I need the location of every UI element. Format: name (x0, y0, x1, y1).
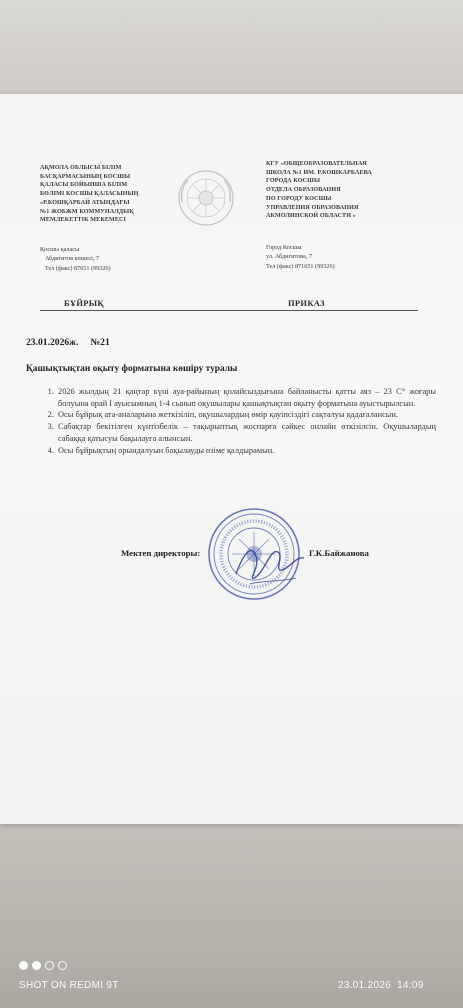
header-right-line: КГУ «ОБЩЕОБРАЗОВАТЕЛЬНАЯ (266, 161, 367, 167)
address-left-street: Абдигитов көшесі, 7 (45, 255, 100, 263)
address-left-phone: Тел (факс) 87651 (99326) (45, 264, 111, 272)
dot-filled-icon (32, 961, 41, 970)
dot-hollow-icon (58, 961, 67, 970)
timestamp-watermark (338, 980, 424, 991)
header-right-line: ШКОЛА №1 ИМ. Р.КОШКАРБАЕВА (266, 169, 372, 176)
document-paper (0, 94, 463, 824)
address-right (266, 243, 406, 271)
doc-type-russian: ПРИКАЗ (288, 298, 325, 308)
header-left-line: «Р.КОШҚАРБАЙ АТЫНДАҒЫ (40, 199, 130, 206)
header-right-line: УПРАВЛЕНИЯ ОБРАЗОВАНИЯ (266, 204, 359, 211)
state-emblem-icon (176, 168, 236, 228)
doc-type-kazakh: БҰЙРЫҚ (64, 298, 104, 308)
header-left-line: №1 ЖОБЖМ КОММУНАЛДЫҚ (40, 208, 134, 215)
signature-name: Г.К.Байжанова (309, 548, 369, 558)
wall-background-top (0, 0, 463, 96)
header-divider (40, 310, 418, 311)
address-right-street: ул. Абдигитова, 7 (266, 253, 312, 261)
header-right-line: ГОРОДА КОСШЫ (266, 178, 321, 185)
header-left-line: ҚАЛАСЫ БОЙЫНША БІЛІМ (40, 182, 128, 189)
address-right-city: Город Косшы (266, 244, 302, 251)
handwritten-signature (230, 534, 310, 590)
order-item: 3. Сабақтар бекітілген күнтізбелік – тақырыптық жоспарға сәйкес онлайн өткізілсін. Оқушылардың сабаққа қатысуы бақылауға алынсын. (56, 421, 436, 444)
document-date: 23.01.2026ж. (26, 337, 79, 348)
header-left-line: БАСҚАРМАСЫНЫҢ КОСШЫ (40, 173, 131, 180)
dot-hollow-icon (45, 961, 54, 970)
header-right-organization (266, 160, 406, 221)
header-right-line: ПО ГОРОДУ КОСШЫ (266, 195, 332, 202)
address-left-city: Қосшы қаласы (40, 246, 80, 253)
order-items-list (42, 386, 436, 456)
order-item: 1. 2026 жылдың 21 қаңтар күні ауа-райының қолайсыздығына байланысты қатты аяз – 23 С° жоғары болуына орай І ауысымның 1-4 сынып оқушылары қашықтықтан оқыту форматына ауыстырылсын. (56, 386, 436, 409)
header-right-line: АКМОЛИНСКОЙ ОБЛАСТИ » (266, 213, 356, 220)
address-right-phone: Тел (факс) 871651 (99326) (266, 262, 335, 270)
document-number: №21 (90, 337, 110, 348)
camera-mode-dots-icon (19, 961, 67, 970)
address-left (40, 245, 170, 273)
signature-title: Мектеп директоры: (121, 548, 201, 558)
header-left-line: МЕМЛЕКЕТТІК МЕКЕМЕСІ (40, 217, 126, 224)
watermark-time: 14:09 (397, 980, 424, 991)
order-item: 2. Осы бұйрық ата-аналарына жеткізіліп, оқушылардың өмір қауіпсіздігі сақталуы қадағалансын. (56, 409, 436, 421)
document-number-line (26, 337, 110, 348)
order-item: 4. Осы бұйрықтың орындалуын бақылауды өзіме қалдырамын. (56, 445, 436, 457)
camera-watermark: SHOT ON REDMI 9T (19, 980, 119, 991)
dot-filled-icon (19, 961, 28, 970)
header-left-line: БӨЛІМІ КОСШЫ ҚАЛАСЫНЫҢ (40, 191, 139, 198)
header-right-line: ОТДЕЛА ОБРАЗОВАНИЯ (266, 187, 341, 194)
document-title: Қашықтықтан оқыту форматына көшіру туралы (26, 364, 238, 374)
header-left-organization (40, 164, 180, 225)
header-left-line: АҚМОЛА ОБЛЫСЫ БІЛІМ (40, 165, 122, 171)
watermark-date: 23.01.2026 (338, 980, 392, 991)
